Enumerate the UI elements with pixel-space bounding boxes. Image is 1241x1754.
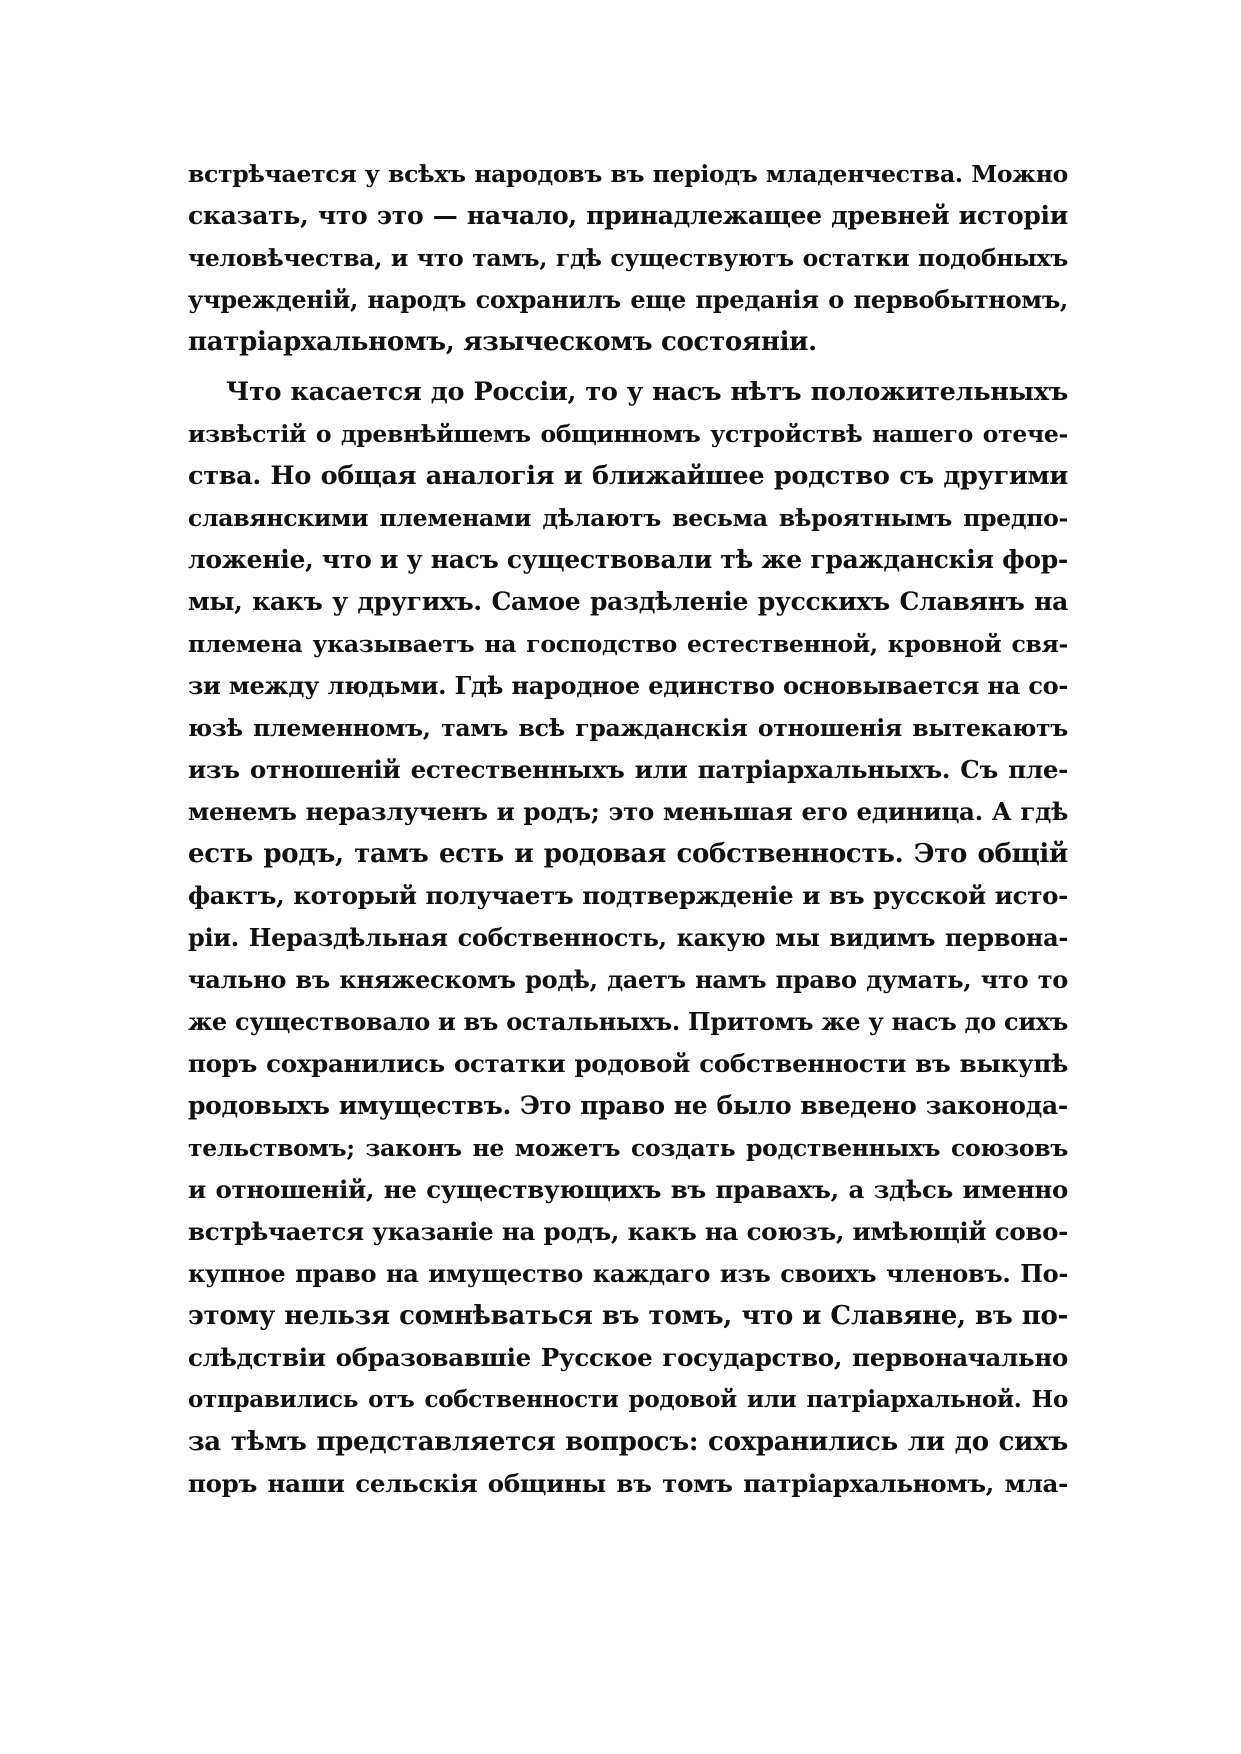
text-line: ріи. Нераздѣльная собственность, какую мы видимъ первона-	[188, 923, 1068, 952]
text-line: родовыхъ имуществъ. Это право не было введено законода-	[188, 1091, 1068, 1120]
paragraph-2	[188, 371, 1068, 1505]
text-line: встрѣчается указаніе на родъ, какъ на союзъ, имѣющій сово-	[188, 1217, 1068, 1246]
text-line: юзѣ племенномъ, тамъ всѣ гражданскія отношенія вытекаютъ	[188, 714, 1068, 742]
text-line: поръ наши сельскія общины въ томъ патріархальномъ, мла-	[188, 1469, 1068, 1498]
text-line: купное право на имущество каждаго изъ своихъ членовъ. По-	[188, 1259, 1068, 1288]
text-line: учрежденій, народъ сохранилъ еще преданія о первобытномъ,	[188, 285, 1068, 314]
text-line: менемъ неразлученъ и родъ; это меньшая его единица. А гдѣ	[188, 797, 1068, 826]
text-line: ложеніе, что и у насъ существовали тѣ же гражданскія фор-	[188, 545, 1068, 574]
text-line: мы, какъ у другихъ. Самое раздѣленіе русскихъ Славянъ на	[188, 587, 1068, 616]
text-line: ства. Но общая аналогія и ближайшее родство съ другими	[188, 461, 1068, 491]
text-line: славянскими племенами дѣлаютъ весьма вѣроятнымъ предпо-	[188, 504, 1068, 532]
text-line: встрѣчается у всѣхъ народовъ въ періодъ младенчества. Можно	[188, 160, 1068, 188]
text-line: отправились отъ собственности родовой или патріархальной. Но	[188, 1386, 1068, 1413]
text-line: за тѣмъ представляется вопросъ: сохранились ли до сихъ	[188, 1427, 1068, 1457]
page-text	[188, 153, 1068, 1505]
text-line: слѣдствіи образовавшіе Русское государство, первоначально	[188, 1343, 1068, 1372]
text-line: Что касается до Россіи, то у насъ нѣтъ положительныхъ	[226, 377, 1068, 407]
text-line: есть родъ, тамъ есть и родовая собственность. Это общій	[188, 839, 1068, 869]
text-line: изъ отношеній естественныхъ или патріархальныхъ. Съ пле-	[188, 755, 1068, 784]
text-line: и отношеній, не существующихъ въ правахъ, а здѣсь именно	[188, 1175, 1068, 1204]
text-line: фактъ, который получаетъ подтвержденіе и въ русской исто-	[188, 881, 1068, 910]
text-line: сказать, что это — начало, принадлежащее древней исторіи	[188, 201, 1068, 230]
text-line: поръ сохранились остатки родовой собственности въ выкупѣ	[188, 1049, 1068, 1078]
text-line: этому нельзя сомнѣваться въ томъ, что и Славяне, въ по-	[188, 1301, 1068, 1331]
text-line: человѣчества, и что тамъ, гдѣ существуютъ остатки подобныхъ	[188, 244, 1068, 272]
text-line: патріархальномъ, языческомъ состояніи.	[188, 327, 817, 357]
text-line: зи между людьми. Гдѣ народное единство основывается на со-	[188, 671, 1068, 700]
text-line: чально въ княжескомъ родѣ, даетъ намъ право думать, что то	[188, 965, 1068, 994]
paragraph-1	[188, 153, 1068, 363]
text-line: же существовало и въ остальныхъ. Притомъ же у насъ до сихъ	[188, 1007, 1068, 1036]
text-line: тельствомъ; законъ не можетъ создать родственныхъ союзовъ	[188, 1134, 1068, 1162]
text-line: извѣстій о древнѣйшемъ общинномъ устройствѣ нашего отече-	[188, 420, 1068, 448]
text-line: племена указываетъ на господство естественной, кровной свя-	[188, 630, 1068, 658]
